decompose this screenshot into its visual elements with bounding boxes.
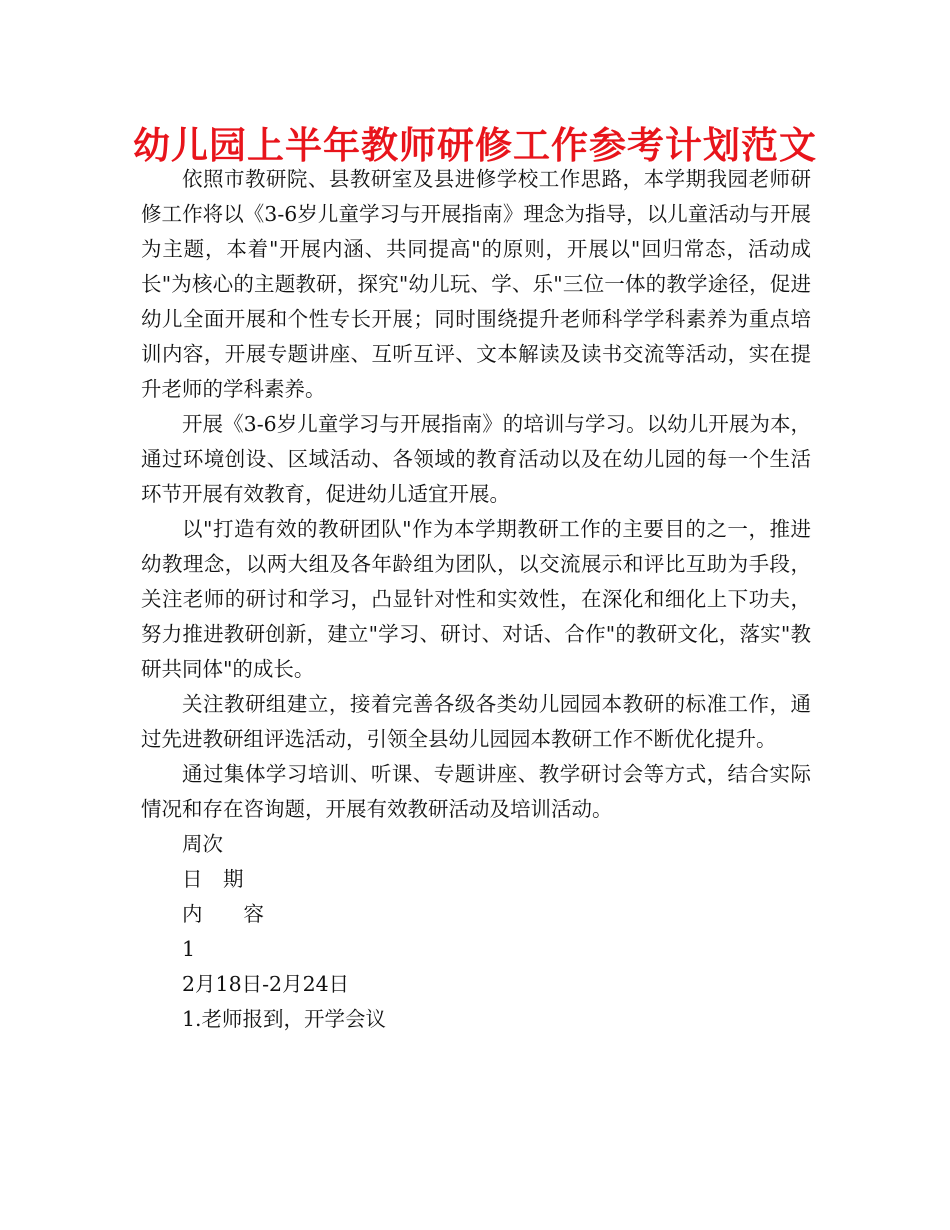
- table-header-date: 日 期: [182, 867, 244, 891]
- document-body: [141, 162, 811, 1037]
- document-title: 幼儿园上半年教师研修工作参考计划范文: [133, 124, 817, 167]
- paragraph-2: 开展《3-6岁儿童学习与开展指南》的培训与学习。以幼儿开展为本，通过环境创设、区域活动、各领域的教育活动以及在幼儿园的每一个生活环节开展有效教育，促进幼儿适宜开展。: [141, 412, 811, 506]
- table-header-content: 内 容: [182, 902, 264, 926]
- table-row-item: 1.老师报到，开学会议: [182, 1007, 387, 1031]
- paragraph-1: 依照市教研院、县教研室及县进修学校工作思路，本学期我园老师研修工作将以《3-6岁儿童学习与开展指南》理念为指导，以儿童活动与开展为主题，本着"开展内涵、共同提高"的原则，开展以"回归常态，活动成长"为核心的主题教研，探究"幼儿玩、学、乐"三位一体的教学途径，促进幼儿全面开展和个性专长开展；同时围绕提升老师科学学科素养为重点培训内容，开展专题讲座、互听互评、文本解读及读书交流等活动，实在提升老师的学科素养。: [141, 167, 811, 401]
- table-row-date: 2月18日-2月24日: [182, 972, 350, 996]
- paragraph-3: 以"打造有效的教研团队"作为本学期教研工作的主要目的之一，推进幼教理念，以两大组及各年龄组为团队，以交流展示和评比互助为手段，关注老师的研讨和学习，凸显针对性和实效性，在深化和细化上下功夫，努力推进教研创新，建立"学习、研讨、对话、合作"的教研文化，落实"教研共同体"的成长。: [141, 517, 811, 681]
- paragraph-5: 通过集体学习培训、听课、专题讲座、教学研讨会等方式，结合实际情况和存在咨询题，开展有效教研活动及培训活动。: [141, 762, 811, 821]
- table-header-week: 周次: [182, 832, 223, 856]
- paragraph-4: 关注教研组建立，接着完善各级各类幼儿园园本教研的标准工作，通过先进教研组评选活动，引领全县幼儿园园本教研工作不断优化提升。: [141, 692, 811, 751]
- table-row-week: 1: [182, 937, 196, 961]
